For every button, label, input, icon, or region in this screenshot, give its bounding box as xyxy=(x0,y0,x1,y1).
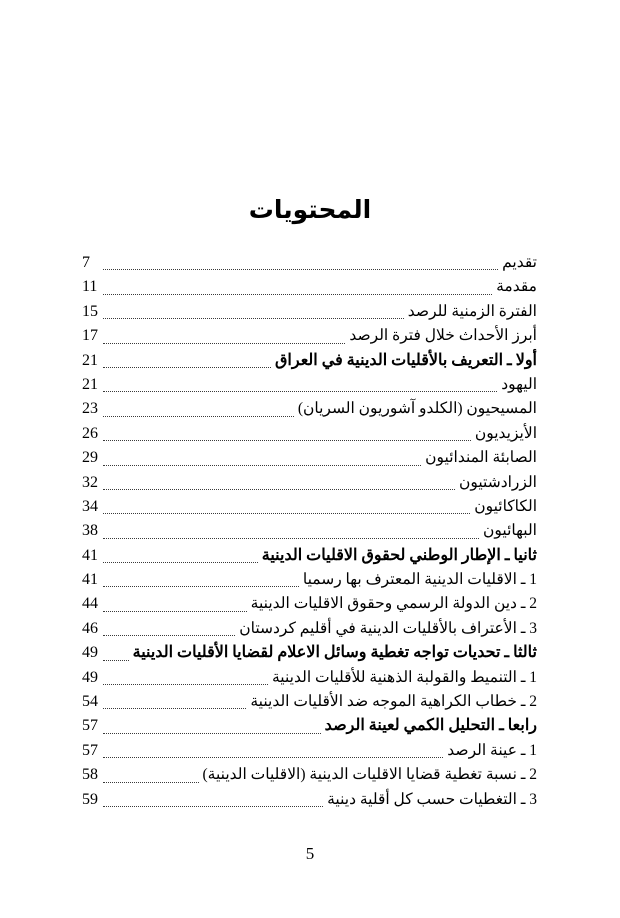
toc-dot-leader xyxy=(103,268,498,270)
toc-dot-leader xyxy=(103,585,299,587)
toc-entry[interactable] xyxy=(82,617,537,641)
toc-entry-label: أولا ـ التعريف بالأقليات الدينية في العراق xyxy=(275,351,537,369)
toc-entry[interactable] xyxy=(82,397,537,421)
toc-entry-page-number: 26 xyxy=(82,424,98,442)
toc-entry-label: الصابئة المندائيون xyxy=(425,449,537,467)
toc-entry[interactable] xyxy=(82,495,537,519)
table-of-contents-list xyxy=(82,251,537,812)
toc-entry-page-number: 57 xyxy=(82,741,98,759)
toc-entry-page-number: 38 xyxy=(82,522,98,540)
toc-entry-label: 2 ـ نسبة تغطية قضايا الاقليات الدينية (الاقليات الدينية) xyxy=(202,766,537,784)
toc-entry-page-number: 34 xyxy=(82,497,98,515)
toc-entry-page-number: 57 xyxy=(82,717,98,735)
toc-entry-page-number: 44 xyxy=(82,595,98,613)
toc-entry[interactable] xyxy=(82,788,537,812)
toc-dot-leader xyxy=(103,464,421,466)
toc-entry-label: الكاكائيون xyxy=(474,497,537,515)
toc-dot-leader xyxy=(103,634,235,636)
toc-entry[interactable] xyxy=(82,349,537,373)
toc-entry-label: الأيزيديون xyxy=(474,424,537,442)
toc-dot-leader xyxy=(103,561,258,563)
page-title: المحتويات xyxy=(248,195,372,224)
toc-entry-label: 3 ـ التغطيات حسب كل أقلية دينية xyxy=(327,790,537,808)
toc-entry-page-number: 21 xyxy=(82,351,98,369)
toc-entry-label: 1 ـ التنميط والقولبة الذهنية للأقليات الدينية xyxy=(272,668,537,686)
toc-entry[interactable] xyxy=(82,275,537,299)
toc-entry-label: ثانيا ـ الإطار الوطني لحقوق الاقليات الدينية xyxy=(261,546,537,564)
toc-entry-page-number: 59 xyxy=(82,790,98,808)
toc-dot-leader xyxy=(103,805,323,807)
toc-entry-page-number: 41 xyxy=(82,546,98,564)
toc-entry-page-number: 23 xyxy=(82,400,98,418)
toc-dot-leader xyxy=(103,415,294,417)
toc-dot-leader xyxy=(103,390,497,392)
toc-dot-leader xyxy=(103,707,246,709)
toc-entry[interactable] xyxy=(82,592,537,616)
toc-dot-leader xyxy=(103,342,345,344)
toc-entry-page-number: 11 xyxy=(82,278,98,296)
toc-dot-leader xyxy=(103,610,247,612)
toc-entry[interactable] xyxy=(82,739,537,763)
toc-entry[interactable] xyxy=(82,568,537,592)
toc-dot-leader xyxy=(103,659,129,661)
toc-entry-label: ثالثا ـ تحديات تواجه تغطية وسائل الاعلام لقضايا الأقليات الدينية xyxy=(132,644,537,662)
toc-entry[interactable] xyxy=(82,373,537,397)
toc-dot-leader xyxy=(103,781,199,783)
toc-entry-label: المسيحيون (الكلدو آشوريون السريان) xyxy=(297,400,537,418)
toc-dot-leader xyxy=(103,366,271,368)
toc-entry-label: أبرز الأحداث خلال فترة الرصد xyxy=(349,327,537,345)
toc-entry[interactable] xyxy=(82,471,537,495)
toc-entry-page-number: 7 xyxy=(82,254,90,271)
toc-dot-leader xyxy=(103,488,455,490)
toc-dot-leader xyxy=(103,732,321,734)
toc-entry-page-number: 46 xyxy=(82,619,98,637)
toc-entry[interactable] xyxy=(82,422,537,446)
toc-entry-page-number: 41 xyxy=(82,571,98,589)
toc-entry-label: 3 ـ الأعتراف بالأقليات الدينية في أقليم كردستان xyxy=(239,619,537,637)
toc-entry-page-number: 15 xyxy=(82,302,98,320)
toc-entry-label: تقديم xyxy=(502,254,537,271)
toc-entry-page-number: 58 xyxy=(82,766,98,784)
toc-entry-label: اليهود xyxy=(501,375,537,393)
toc-entry[interactable] xyxy=(82,544,537,568)
toc-entry-page-number: 49 xyxy=(82,668,98,686)
toc-entry-page-number: 17 xyxy=(82,327,98,345)
toc-entry[interactable] xyxy=(82,641,537,665)
toc-entry[interactable] xyxy=(82,690,537,714)
toc-entry-page-number: 49 xyxy=(82,644,98,662)
toc-entry[interactable] xyxy=(82,300,537,324)
toc-entry-label: 1 ـ الاقليات الدينية المعترف بها رسميا xyxy=(302,571,537,589)
toc-entry-page-number: 29 xyxy=(82,449,98,467)
toc-entry[interactable] xyxy=(82,446,537,470)
toc-dot-leader xyxy=(103,756,443,758)
toc-entry[interactable] xyxy=(82,763,537,787)
toc-entry-label: الفترة الزمنية للرصد xyxy=(407,302,537,320)
toc-dot-leader xyxy=(103,293,492,295)
toc-entry[interactable] xyxy=(82,666,537,690)
toc-entry[interactable] xyxy=(82,519,537,543)
page-folio-number: 5 xyxy=(305,844,315,863)
toc-entry-page-number: 21 xyxy=(82,375,98,393)
toc-dot-leader xyxy=(103,439,471,441)
toc-entry-label: الزرادشتيون xyxy=(458,473,537,491)
toc-entry-label: 2 ـ خطاب الكراهية الموجه ضد الأقليات الدينية xyxy=(250,693,537,711)
toc-entry[interactable] xyxy=(82,324,537,348)
toc-entry[interactable] xyxy=(82,251,537,275)
toc-entry-label: 1 ـ عينة الرصد xyxy=(447,741,537,759)
toc-entry-label: رابعا ـ التحليل الكمي لعينة الرصد xyxy=(324,717,537,735)
toc-entry-label: 2 ـ دين الدولة الرسمي وحقوق الاقليات الدينية xyxy=(250,595,537,613)
toc-entry-page-number: 32 xyxy=(82,473,98,491)
toc-entry-label: مقدمة xyxy=(496,278,537,296)
toc-entry[interactable] xyxy=(82,714,537,738)
toc-dot-leader xyxy=(103,317,404,319)
toc-dot-leader xyxy=(103,512,470,514)
toc-entry-label: البهائيون xyxy=(483,522,537,540)
toc-dot-leader xyxy=(103,683,268,685)
toc-entry-page-number: 54 xyxy=(82,693,98,711)
toc-dot-leader xyxy=(103,537,479,539)
